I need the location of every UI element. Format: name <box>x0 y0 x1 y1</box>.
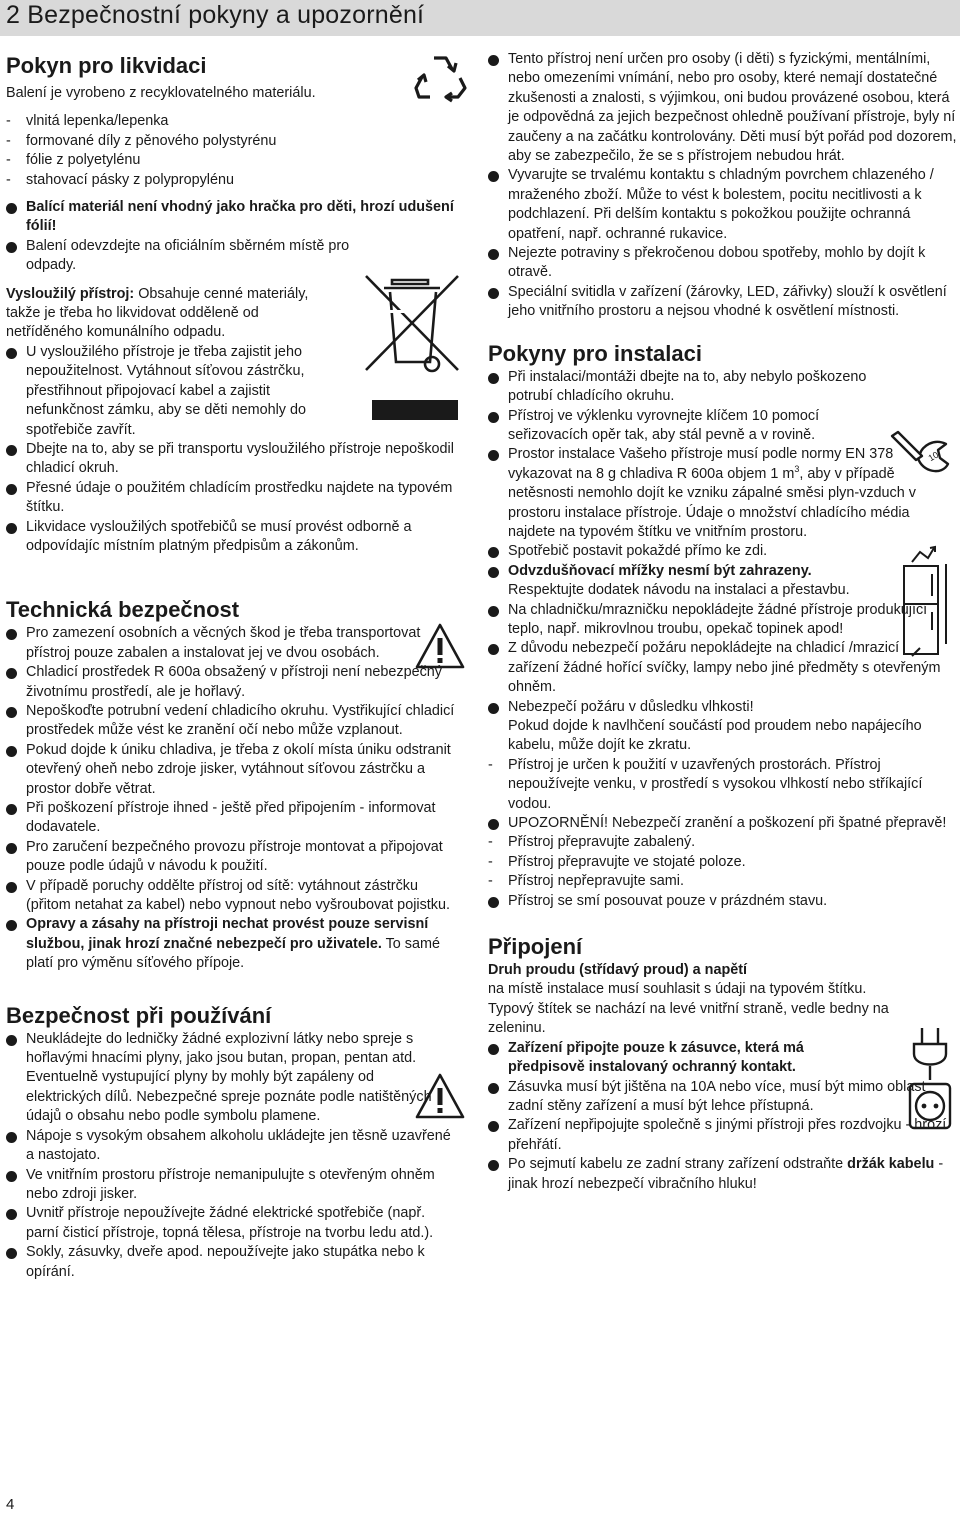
disposal-bullet: U vysloužilého přístroje je třeba zajistit jeho nepoužitelnost. Vytáhnout síťovou zástrčku, přestřihnout připojovací kabel a zajistit nefunkčnost zámku, aby se děti nemohly do spotřebiče zavřít. <box>6 343 346 440</box>
disposal-heading: Pokyn pro likvidaci <box>6 53 207 78</box>
usage-bullet: Sokly, zásuvky, dveře apod. nepoužívejte jako stupátka nebo k opírání. <box>6 1243 458 1282</box>
disposal-intro: Balení je vyrobeno z recyklovatelného materiálu. <box>6 85 316 101</box>
tech-bullet: V případě poruchy oddělte přístroj od sítě: vytáhnout zástrčku (přitom netahat za kabel) nebo vypnout nebo vyšroubovat pojistku. <box>6 877 458 916</box>
tech-bullet: Při poškození přístroje ihned - ještě před připojením - informovat dodavatele. <box>6 799 458 838</box>
wrench-icon <box>888 426 954 478</box>
repairs-bullet <box>6 915 458 973</box>
repairs-tail: To samé platí pro výměnu síťového přípoje. <box>26 935 440 972</box>
vent-warning: Odvzdušňovací mřížky nesmí být zahrazeny. <box>508 562 812 579</box>
connect-bullet: Zařízení nepřipojujte společně s jinými přístroji přes rozdvojku - hrozí přehřátí. <box>488 1116 950 1155</box>
fridge-icon <box>898 544 956 660</box>
safety-bullet: Nejezte potraviny s překročenou dobou spotřeby, mohlo by dojít k otravě. <box>488 244 950 283</box>
transport-dash: - Přístroj přepravujte ve stojaté poloze. <box>488 853 950 872</box>
superscript: 3 <box>794 463 800 474</box>
disposal-bullet: Balení odevzdejte na oficiálním sběrném místě pro odpady. <box>6 237 356 276</box>
safety-bullet: Tento přístroj není určen pro osoby (i děti) s fyzickými, mentálními, nebo omezeními vnímání, nebo pro osoby, které nemají dostatečné zkušenosti a znalosti, s výjimkou, oni budou provázené osobou, která je odpovědná za jejich bezpečnost ohledně používaní přístroje, byly ní zaučeny a na začátku kontrolovány. Děti musí být pořád pod dozorem, aby se zabezpečilo, že se s přístrojem nebudou hrát. <box>488 50 958 166</box>
tech-bullet: Pro zaručení bezpečného provozu přístroje montovat a připojovat pouze podle údajů v návodu k použití. <box>6 838 458 877</box>
material-item: - vlnitá lepenka/lepenka <box>6 112 458 131</box>
vent-tail: Respektujte dodatek návodu na instalaci a přestavbu. <box>508 582 850 599</box>
left-column <box>6 50 458 1282</box>
tech-bullet: Pro zamezení osobních a věcných škod je třeba transportovat přístroj pouze zabalen a instalovat jej ve dvou osobách. <box>6 624 438 663</box>
safety-bullet: Speciální svitidla v zařízení (žárovky, LED, zářivky) slouží k osvětlení jeho vnitřního prostoru a nejsou vhodné k osvětlení místnosti. <box>488 283 950 322</box>
install-bullet: Z důvodu nebezpečí požáru nepokládejte na chladicí /mrazicí zařízení žádné hořící svíčky, lampy nebo jiné předměty s otevřeným ohněm. <box>488 639 950 697</box>
usage-bullet: Ve vnitřním prostoru přístroje nemanipulujte s otevřeným ohněm nebo zdroji jisker. <box>6 1166 458 1205</box>
disposal-bullet: Dbejte na to, aby se při transportu vysloužilého přístroje nepoškodil chladicí okruh. <box>6 440 458 479</box>
usage-bullet: Neukládejte do ledničky žádné explozivní látky nebo spreje s hořlavými hnacími plyny, jako jsou butan, propan, pentan atd. Eventuelně vystupující plyny by mohly být zapáleny od elektrických dílů. Nebezpečné spreje poznáte podle natištěných údajů o obsahu nebo podle symbolu plamene. <box>6 1030 438 1127</box>
usage-heading: Bezpečnost při používání <box>6 1002 272 1028</box>
cable-tail: - jinak hrozí nebezpečí vibračního hluku! <box>508 1156 944 1192</box>
right-column <box>488 50 957 1194</box>
install-bullet: Spotřebič postavit pokaždé přímo ke zdi. <box>488 542 950 561</box>
bin-underbar <box>372 400 458 420</box>
safety-bullet: Vyvarujte se trvalému kontaktu s chladným povrchem chlazeného / mraženého zboží. Může to vést k bolestem, pocitu necitlivosti a k podchlazení. Při delším kontaktu s pokožkou použijte ochranná opatření, např. ochranné rukavice. <box>488 166 938 244</box>
connect-heading: Připojení <box>488 934 583 960</box>
install-bullet: UPOZORNĚNÍ! Nebezpečí zranění a poškození při špatné přepravě! <box>488 814 950 833</box>
warning-triangle-icon <box>414 622 466 670</box>
install-bullet: Na chladničku/mrazničku nepokládejte žádné přístroje produkující teplo, např. mikrovlnou troubu, opekač topinek apod! <box>488 601 950 640</box>
install-bullet-cont: Pokud dojde k navlhčení součástí pod proudem nebo napájecího kabelu, může dojít ke zkratu. <box>508 718 922 754</box>
old-appliance-text <box>6 285 336 343</box>
header-bar <box>0 0 960 36</box>
connect-text: na místě instalace musí souhlasit s údaji na typovém štítku. Typový štítek se nachází na levé vnitřní straně, vedle bedny na zeleninu. <box>488 981 889 1037</box>
section-title: 2 Bezpečnostní pokyny a upozornění <box>6 1 425 29</box>
install-bullet: Nebezpečí požáru v důsledku vlhkosti! <box>488 698 950 717</box>
tech-bullet: Chladicí prostředek R 600a obsažený v přístroji není nebezpečný životnímu prostředí, ale je hořlavý. <box>6 663 458 702</box>
old-appliance-desc: Obsahuje cenné materiály, takže je třeba ho likvidovat odděleně od netříděného komunálního odpadu. <box>6 285 309 341</box>
tech-bullet: Pokud dojde k úniku chladiva, je třeba z okolí místa úniku odstranit otevřený oheň nebo zdroje jisker, vytáhnout síťovou zástrčku a prostor dobře větrat. <box>6 741 458 799</box>
vent-bullet <box>488 562 888 601</box>
connect-bullet: Zařízení připojte pouze k zásuvce, která má předpisově instalovaný ochranný kontakt. <box>488 1039 868 1078</box>
install-dash: - Přístroj je určen k použití v uzavřených prostorách. Přístroj nepoužívejte venku, v prostředí s vysokou vlhkostí nebo stříkající vodou. <box>488 756 950 814</box>
standard-text: Prostor instalace Vašeho přístroje musí podle normy EN 378 vykazovat na 8 g chladiva R 600a objem 1 m <box>508 446 894 482</box>
connect-bullet: Zásuvka musí být jištěna na 10A nebo více, musí být mimo oblast zadní stěny zařízení a musí být lehce přístupná. <box>488 1078 950 1117</box>
warning-triangle-icon <box>414 1072 466 1120</box>
transport-dash: - Přístroj nepřepravujte sami. <box>488 872 950 891</box>
crossed-bin-icon <box>362 272 462 392</box>
material-item: - fólie z polyetylénu <box>6 151 458 170</box>
install-bullet: Přístroj ve výklenku vyrovnejte klíčem 10 pomocí seřizovacích opěr tak, aby stál pevně a v rovině. <box>488 407 888 446</box>
install-standard-bullet <box>488 445 948 542</box>
tech-bullet: Nepoškoďte potrubní vedení chladicího okruhu. Vystřikující chladicí prostředek může vést ke zranění očí nebo může vzplanout. <box>6 702 458 741</box>
usage-bullet: Nápoje s vysokým obsahem alkoholu ukládejte jen těsně uzavřené a nastojato. <box>6 1127 458 1166</box>
install-heading: Pokyny pro instalaci <box>488 340 702 366</box>
disposal-bullet: Přesné údaje o použitém chladícím prostředku najdete na typovém štítku. <box>6 479 458 518</box>
install-bullet: Při instalaci/montáži dbejte na to, aby nebylo poškozeno potrubí chladícího okruhu. <box>488 368 878 407</box>
repairs-warning: Opravy a zásahy na přístroji nechat provést pouze servisní službou, jinak hrozí značné nebezpečí pro uživatele. <box>26 916 429 952</box>
tech-heading: Technická bezpečnost <box>6 597 240 623</box>
recycle-icon <box>412 50 468 106</box>
page-number: 4 <box>6 1496 15 1513</box>
cable-holder-bullet <box>488 1155 950 1194</box>
connect-subheading: Druh proudu (střídavý proud) a napětí <box>488 962 748 979</box>
plug-socket-icon <box>906 1024 954 1132</box>
material-item: - stahovací pásky z polypropylénu <box>6 171 458 190</box>
cable-holder: držák kabelu <box>847 1156 935 1173</box>
install-bullet: Přístroj se smí posouvat pouze v prázdném stavu. <box>488 892 950 911</box>
old-appliance-label: Vysloužilý přístroj: <box>6 285 135 302</box>
disposal-bullet: Likvidace vysloužilých spotřebičů se musí provést odborně a odpovídajíc místním platným předpisům a zákonům. <box>6 518 458 557</box>
packaging-warning: Balící materiál není vhodný jako hračka pro děti, hrozí udušení fólií! <box>6 198 466 237</box>
material-item: - formované díly z pěnového polystyrénu <box>6 132 458 151</box>
svg-text:10: 10 <box>926 449 941 464</box>
cable-text: Po sejmutí kabelu ze zadní strany zařízení odstraňte <box>508 1156 848 1173</box>
transport-dash: - Přístroj přepravujte zabalený. <box>488 833 950 852</box>
usage-bullet: Uvnitř přístroje nepoužívejte žádné elektrické spotřebiče (např. parní čisticí přístroje, topná tělesa, přístroje na tvorbu ledu atd.). <box>6 1204 458 1243</box>
standard-text-tail: , aby v případě netěsnosti nemohlo dojít ke vzniku zápalné směsi plyn-vzduch v prostoru instalace přístroje. Údaje o množství chladícího média najdete na typovém štítku ve vnitřním prostoru. <box>508 465 916 540</box>
